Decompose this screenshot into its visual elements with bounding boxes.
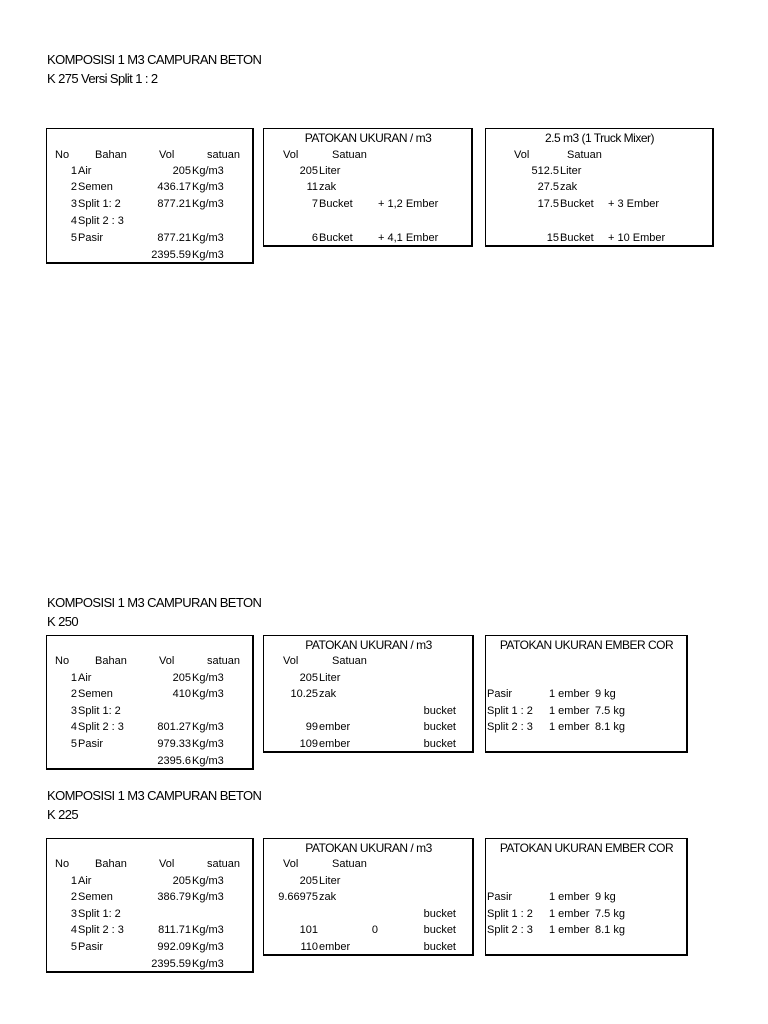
section2-subtitle: K 250 bbox=[47, 614, 78, 629]
ember-cor-title: PATOKAN UKURAN EMBER COR bbox=[499, 841, 674, 855]
s3-patokan-table: PATOKAN UKURAN / m3 Vol Satuan 205 Liter 9.66975 zak bucket 101 0 bucket 110 ember bucket bbox=[263, 838, 474, 956]
col-bahan-header: Bahan bbox=[95, 858, 127, 870]
col-no-header: No bbox=[55, 149, 70, 161]
col-satuan-header: Satuan bbox=[332, 655, 367, 667]
col-vol-header: Vol bbox=[159, 149, 175, 161]
truck-mixer-title: 2.5 m3 (1 Truck Mixer) bbox=[544, 131, 655, 145]
s1-patokan-table: PATOKAN UKURAN / m3 Vol Satuan 205 Liter 11 zak 7 Bucket + 1,2 Ember 6 Bucket + 4,1 Ember bbox=[263, 128, 473, 247]
col-bahan-header: Bahan bbox=[95, 149, 127, 161]
section1-subtitle: K 275 Versi Split 1 : 2 bbox=[47, 71, 158, 86]
col-vol-header: Vol bbox=[283, 655, 299, 667]
col-satuan-header: Satuan bbox=[332, 858, 367, 870]
ember-cor-title: PATOKAN UKURAN EMBER COR bbox=[499, 638, 674, 652]
col-no-header: No bbox=[55, 858, 70, 870]
col-satuan-header: Satuan bbox=[332, 149, 367, 161]
s2-ember-cor-table: PATOKAN UKURAN EMBER COR Pasir 1 ember 9 kg Split 1 : 2 1 ember 7.5 kg Split 2 : 3 1 ember 8.1 kg bbox=[485, 635, 688, 753]
s2-composition-table: No Bahan Vol satuan 1 Air 205 Kg/m3 2 Semen 410 Kg/m3 3 Split 1: 2 4 Split 2 : 3 801.27 Kg/m3 5 Pasir 979.33 Kg/m3 2395.6 Kg/m3 bbox=[46, 635, 254, 770]
patokan-title: PATOKAN UKURAN / m3 bbox=[305, 841, 432, 855]
section3-title: KOMPOSISI 1 M3 CAMPURAN BETON bbox=[47, 788, 262, 803]
col-vol-header: Vol bbox=[514, 149, 530, 161]
col-bahan-header: Bahan bbox=[95, 655, 127, 667]
col-vol-header: Vol bbox=[159, 655, 175, 667]
col-no-header: No bbox=[55, 655, 70, 667]
patokan-title: PATOKAN UKURAN / m3 bbox=[305, 638, 432, 652]
col-satuan-header: satuan bbox=[207, 149, 241, 161]
s1-truck-mixer-table: 2.5 m3 (1 Truck Mixer) Vol Satuan 512.5 Liter 27.5 zak 17.5 Bucket + 3 Ember 15 Bucket + 10 Ember bbox=[485, 128, 714, 247]
s3-ember-cor-table: PATOKAN UKURAN EMBER COR Pasir 1 ember 9 kg Split 1 : 2 1 ember 7.5 kg Split 2 : 3 1 ember 8.1 kg bbox=[485, 838, 688, 956]
col-vol-header: Vol bbox=[283, 149, 299, 161]
col-vol-header: Vol bbox=[159, 858, 175, 870]
col-satuan-header: satuan bbox=[207, 858, 241, 870]
s2-patokan-table: PATOKAN UKURAN / m3 Vol Satuan 205 Liter 10.25 zak bucket 99 ember bucket 109 ember bucket bbox=[263, 635, 474, 753]
col-satuan-header: Satuan bbox=[567, 149, 602, 161]
section1-title: KOMPOSISI 1 M3 CAMPURAN BETON bbox=[47, 52, 262, 67]
col-vol-header: Vol bbox=[283, 858, 299, 870]
section2-title: KOMPOSISI 1 M3 CAMPURAN BETON bbox=[47, 595, 262, 610]
s3-composition-table: No Bahan Vol satuan 1 Air 205 Kg/m3 2 Semen 386.79 Kg/m3 3 Split 1: 2 4 Split 2 : 3 811.71 Kg/m3 5 Pasir 992.09 Kg/m3 2395.59 Kg/m3 bbox=[46, 838, 254, 973]
s1-composition-table: No Bahan Vol satuan 1 Air 205 Kg/m3 2 Semen 436.17 Kg/m3 3 Split 1: 2 877.21 Kg/m3 4 Split 2 : 3 5 Pasir 877.21 Kg/m3 2395.59 Kg/m3 bbox=[46, 128, 254, 264]
section3-subtitle: K 225 bbox=[47, 807, 78, 822]
col-satuan-header: satuan bbox=[207, 655, 241, 667]
patokan-title: PATOKAN UKURAN / m3 bbox=[304, 131, 432, 145]
